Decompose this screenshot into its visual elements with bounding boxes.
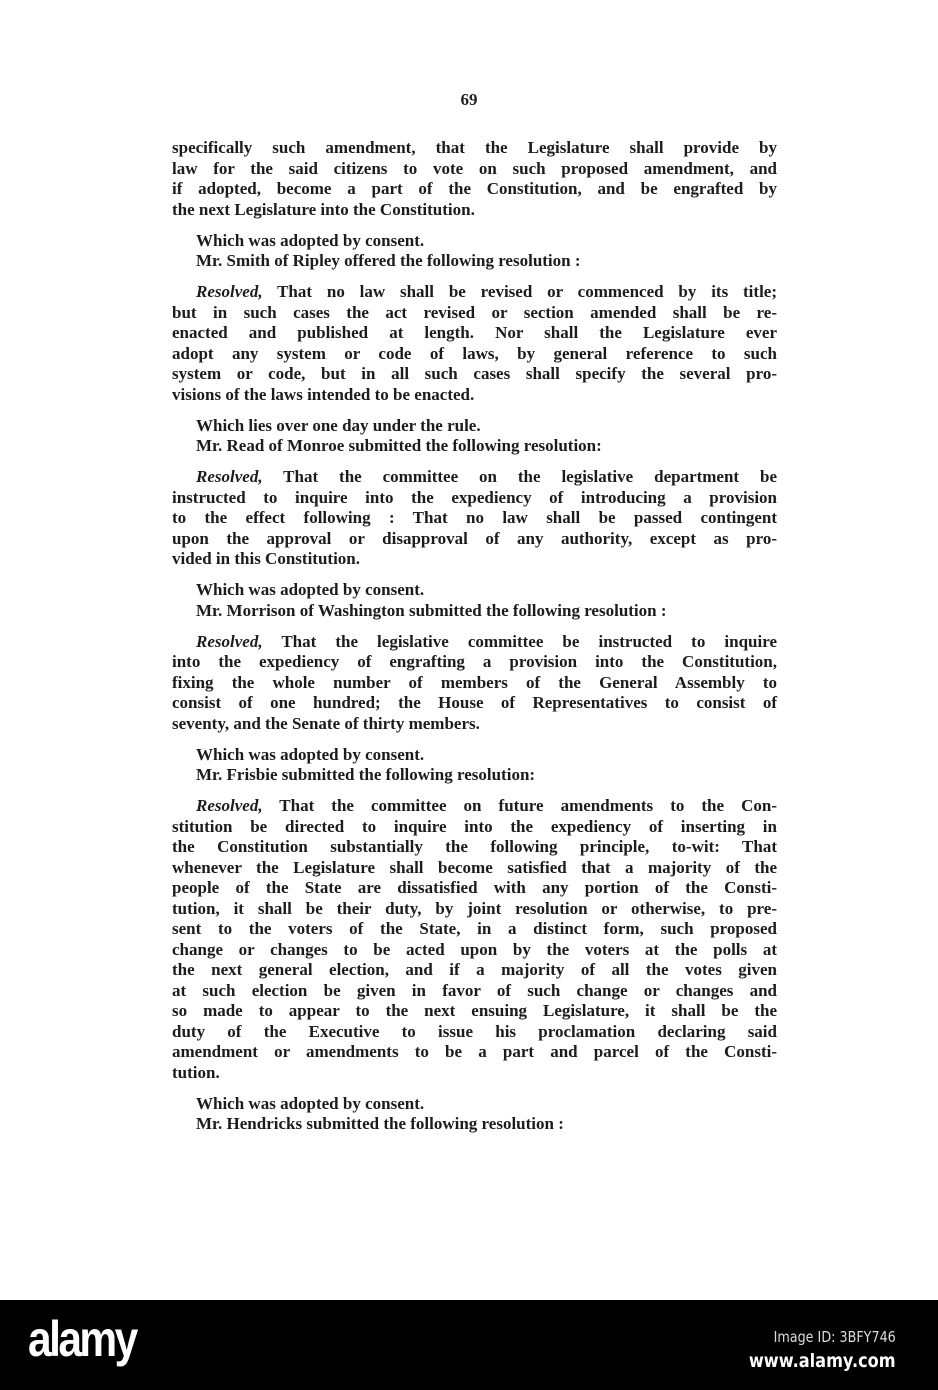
text-line bbox=[172, 467, 777, 488]
text-line: Which was adopted by consent. bbox=[196, 744, 425, 764]
text-line bbox=[172, 796, 777, 817]
paragraph bbox=[172, 138, 777, 220]
text-line: Which lies over one day under the rule. bbox=[196, 415, 481, 435]
text-line: Mr. Read of Monroe submitted the following resolution: bbox=[196, 436, 602, 455]
page-number: 69 bbox=[460, 90, 478, 109]
resolution-paragraph bbox=[172, 282, 777, 405]
text-line: upon the approval or disapproval of any authority, except as pro- bbox=[172, 528, 777, 548]
text-line: so made to appear to the next ensuing Legislature, it shall be the bbox=[172, 1001, 777, 1020]
paragraph bbox=[172, 1094, 777, 1115]
text-line: Mr. Frisbie submitted the following resolution: bbox=[196, 765, 536, 784]
text-line bbox=[172, 632, 777, 653]
text-line: the next general election, and if a majority of all the votes given bbox=[172, 960, 777, 979]
image-id: Image ID: 3BFY746 bbox=[773, 1328, 896, 1346]
resolved-lead: Resolved, bbox=[196, 631, 263, 651]
paragraph bbox=[172, 251, 777, 272]
text-line: instructed to inquire into the expediency of introducing a provision bbox=[172, 487, 777, 507]
text-line bbox=[172, 282, 777, 303]
text-line-content: That the legislative committee be instructed to inquire bbox=[262, 631, 777, 651]
paragraph bbox=[172, 601, 777, 622]
text-line: Mr. Hendricks submitted the following resolution : bbox=[196, 1114, 564, 1133]
watermark-banner bbox=[0, 1300, 938, 1390]
text-line: law for the said citizens to vote on such proposed amendment, and bbox=[172, 158, 777, 178]
text-line: vided in this Constitution. bbox=[172, 549, 360, 568]
alamy-logo: alamy bbox=[28, 1311, 136, 1367]
text-line: fixing the whole number of members of the General Assembly to bbox=[172, 672, 777, 692]
text-line: sent to the voters of the State, in a distinct form, such proposed bbox=[172, 919, 777, 938]
text-line: people of the State are dissatisfied with any portion of the Consti- bbox=[172, 878, 777, 897]
paragraph bbox=[172, 416, 777, 437]
resolved-lead: Resolved, bbox=[196, 282, 263, 301]
text-line: enacted and published at length. Nor shall the Legislature ever bbox=[172, 323, 777, 342]
text-line: adopt any system or code of laws, by general reference to such bbox=[172, 343, 777, 363]
paragraph bbox=[172, 231, 777, 252]
text-line: system or code, but in all such cases shall specify the several pro- bbox=[172, 364, 777, 383]
text-line: Which was adopted by consent. bbox=[196, 580, 425, 599]
text-line: into the expediency of engrafting a provision into the Constitution, bbox=[172, 652, 777, 671]
text-line: whenever the Legislature shall become satisfied that a majority of the bbox=[172, 857, 777, 877]
text-line: visions of the laws intended to be enacted. bbox=[172, 384, 475, 404]
text-line: to the effect following : That no law shall be passed contingent bbox=[172, 508, 777, 527]
text-line: stitution be directed to inquire into the expediency of inserting in bbox=[172, 816, 777, 836]
text-line: duty of the Executive to issue his proclamation declaring said bbox=[172, 1021, 777, 1041]
text-line: Mr. Smith of Ripley offered the following resolution : bbox=[196, 251, 581, 270]
resolution-paragraph bbox=[172, 796, 777, 1083]
text-line: but in such cases the act revised or section amended shall be re- bbox=[172, 302, 777, 322]
text-line: tution. bbox=[172, 1062, 220, 1082]
text-line: change or changes to be acted upon by the voters at the polls at bbox=[172, 939, 777, 959]
text-line: amendment or amendments to be a part and parcel of the Consti- bbox=[172, 1042, 777, 1061]
text-line: tution, it shall be their duty, by joint resolution or otherwise, to pre- bbox=[172, 898, 777, 918]
text-line-content: That no law shall be revised or commenced by its title; bbox=[262, 282, 777, 301]
text-line: Which was adopted by consent. bbox=[196, 230, 425, 250]
text-line: the next Legislature into the Constitution. bbox=[172, 199, 475, 219]
text-line-content: That the committee on the legislative department be bbox=[262, 467, 777, 486]
text-line: consist of one hundred; the House of Representatives to consist of bbox=[172, 693, 777, 712]
paragraph bbox=[172, 436, 777, 457]
text-line: if adopted, become a part of the Constitution, and be engrafted by bbox=[172, 179, 777, 198]
paragraph bbox=[172, 765, 777, 786]
text-line: specifically such amendment, that the Legislature shall provide by bbox=[172, 138, 777, 157]
text-line: Which was adopted by consent. bbox=[196, 1093, 425, 1113]
website-url: www.alamy.com bbox=[749, 1350, 896, 1372]
paragraph bbox=[172, 580, 777, 601]
paragraph bbox=[172, 1114, 777, 1135]
paragraph bbox=[172, 745, 777, 766]
text-line: at such election be given in favor of such change or changes and bbox=[172, 980, 777, 1000]
text-line: Mr. Morrison of Washington submitted the following resolution : bbox=[196, 600, 667, 620]
page-body bbox=[172, 138, 777, 1135]
text-line: the Constitution substantially the following principle, to-wit: That bbox=[172, 837, 777, 856]
text-line-content: That the committee on future amendments to the Con- bbox=[262, 796, 777, 815]
resolved-lead: Resolved, bbox=[196, 796, 263, 815]
resolution-paragraph bbox=[172, 632, 777, 735]
resolved-lead: Resolved, bbox=[196, 467, 263, 486]
text-line: seventy, and the Senate of thirty members. bbox=[172, 713, 480, 733]
resolution-paragraph bbox=[172, 467, 777, 570]
